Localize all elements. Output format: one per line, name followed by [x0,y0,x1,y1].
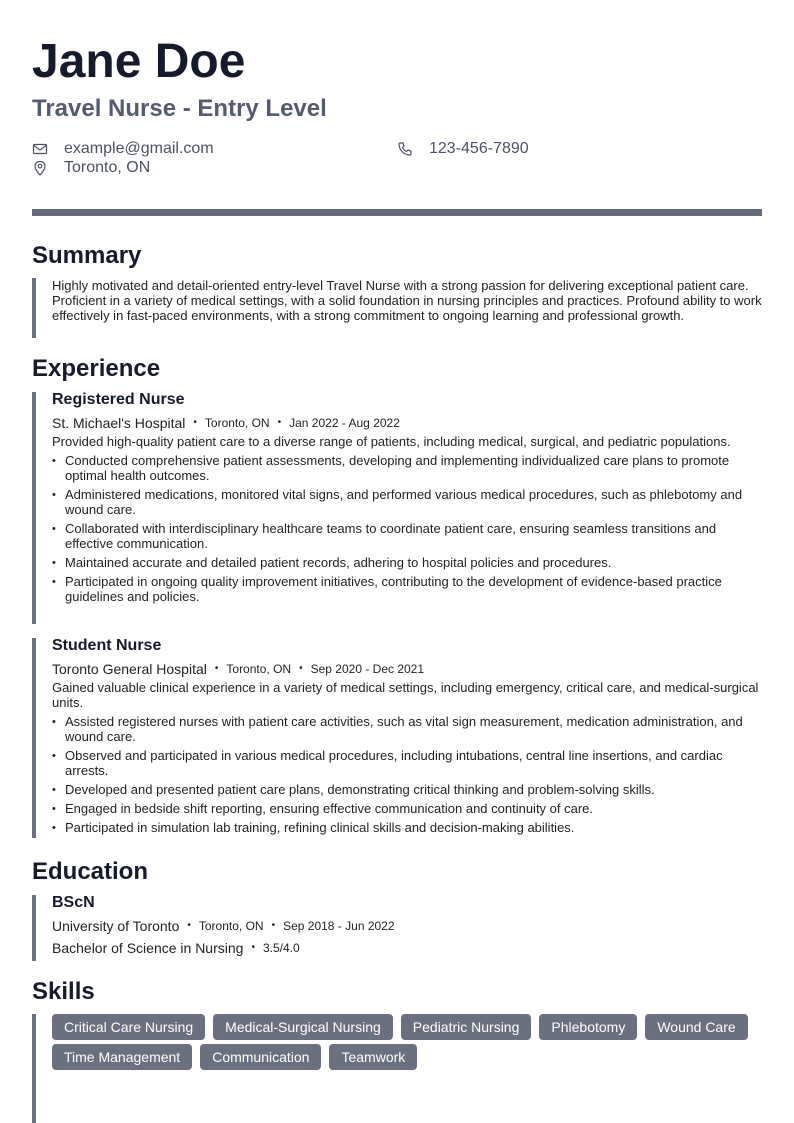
contact-email [32,139,214,159]
school-location: Toronto, ON [198,919,264,933]
job-location: Toronto, ON [226,662,292,676]
separator-dot: • [251,942,255,953]
list-item: • Developed and presented patient care plans, demonstrating critical thinking and problem-solving skills. [52,782,764,797]
program-name: Bachelor of Science in Nursing [52,940,244,956]
separator-dot: • [214,663,219,674]
skills-heading: Skills [32,978,95,1005]
skill-chip: Teamwork [329,1044,417,1070]
job-dates: Sep 2020 - Dec 2021 [310,662,425,676]
phone-text: 123-456-7890 [429,140,529,157]
skill-chip: Communication [200,1044,321,1070]
location-text: Toronto, ON [64,159,151,176]
job-1-bar [32,392,36,624]
phone-icon [397,141,413,157]
experience-heading: Experience [32,355,161,382]
list-item: • Participated in ongoing quality improvement initiatives, contributing to the development of evidence-based practice guidelines and policies. [52,574,764,604]
job-2-bar [32,638,36,838]
contact-location [32,158,150,178]
skill-chip: Critical Care Nursing [52,1014,205,1040]
job-location: Toronto, ON [204,416,270,430]
separator-dot: • [187,920,191,931]
job-meta [52,659,764,679]
map-pin-icon [32,160,48,176]
summary-bar [32,278,36,338]
job-description: Gained valuable clinical experience in a variety of medical settings, including emergency, critical care, and medical-surgical units. [52,680,759,710]
job-title: Student Nurse [52,637,162,654]
separator-dot: • [271,920,276,931]
school-name: University of Toronto [52,918,180,934]
list-item: • Conducted comprehensive patient assessments, developing and implementing individualized care plans to promote optimal health outcomes. [52,453,764,483]
skill-chip: Pediatric Nursing [401,1014,532,1040]
list-item: • Assisted registered nurses with patient care activities, such as vital sign measurement, medication administration, and wound care. [52,714,764,744]
education-heading: Education [32,858,149,885]
education-meta [52,916,764,936]
summary-section [52,278,764,323]
separator-dot: • [277,417,282,428]
job-entry-1 [52,390,764,608]
education-bar [32,895,36,961]
summary-text: Highly motivated and detail-oriented entry-level Travel Nurse with a strong passion for delivering exceptional patient care. Proficient in a variety of medical settings, with a solid foundation in nursing principles and practices. Profound ability to work effectively in fast-paced environments, with a strong commitment to ongoing learning and professional growth. [52,278,762,323]
skill-chip: Wound Care [645,1014,747,1040]
degree-title: BScN [52,894,95,911]
education-entry [52,893,764,958]
candidate-name: Jane Doe [32,35,246,88]
contact-phone [397,139,529,159]
program-meta [52,938,764,958]
list-item: • Administered medications, monitored vital signs, and performed various medical procedures, such as phlebotomy and wound care. [52,487,764,517]
summary-heading: Summary [32,242,142,269]
list-item: • Observed and participated in various medical procedures, including intubations, central line insertions, and cardiac arrests. [52,748,764,778]
separator-dot: • [193,417,197,428]
skill-chip: Time Management [52,1044,192,1070]
header-divider [32,209,762,216]
email-text: example@gmail.com [64,140,214,157]
job-bullets [52,453,764,604]
mail-icon [32,141,48,157]
job-role-title: Travel Nurse - Entry Level [32,95,327,122]
list-item: • Engaged in bedside shift reporting, ensuring effective communication and continuity of care. [52,801,764,816]
list-item: • Participated in simulation lab training, refining clinical skills and decision-making abilities. [52,820,764,835]
separator-dot: • [299,663,303,674]
list-item: • Collaborated with interdisciplinary healthcare teams to coordinate patient care, ensuring seamless transitions and effective communication. [52,521,764,551]
job-entry-2 [52,636,764,839]
job-dates: Jan 2022 - Aug 2022 [289,416,400,430]
skills-bar [32,1014,36,1123]
job-bullets [52,714,764,835]
skills-list [52,1014,764,1070]
education-dates: Sep 2018 - Jun 2022 [283,919,395,933]
skill-chip: Medical-Surgical Nursing [213,1014,393,1040]
gpa: 3.5/4.0 [262,941,300,955]
employer: Toronto General Hospital [52,661,207,677]
employer: St. Michael's Hospital [52,415,186,431]
job-meta [52,413,764,433]
job-title: Registered Nurse [52,391,185,408]
job-description: Provided high-quality patient care to a diverse range of patients, including medical, surgical, and pediatric populations. [52,434,731,449]
skill-chip: Phlebotomy [539,1014,637,1040]
list-item: • Maintained accurate and detailed patient records, adhering to hospital policies and procedures. [52,555,764,570]
